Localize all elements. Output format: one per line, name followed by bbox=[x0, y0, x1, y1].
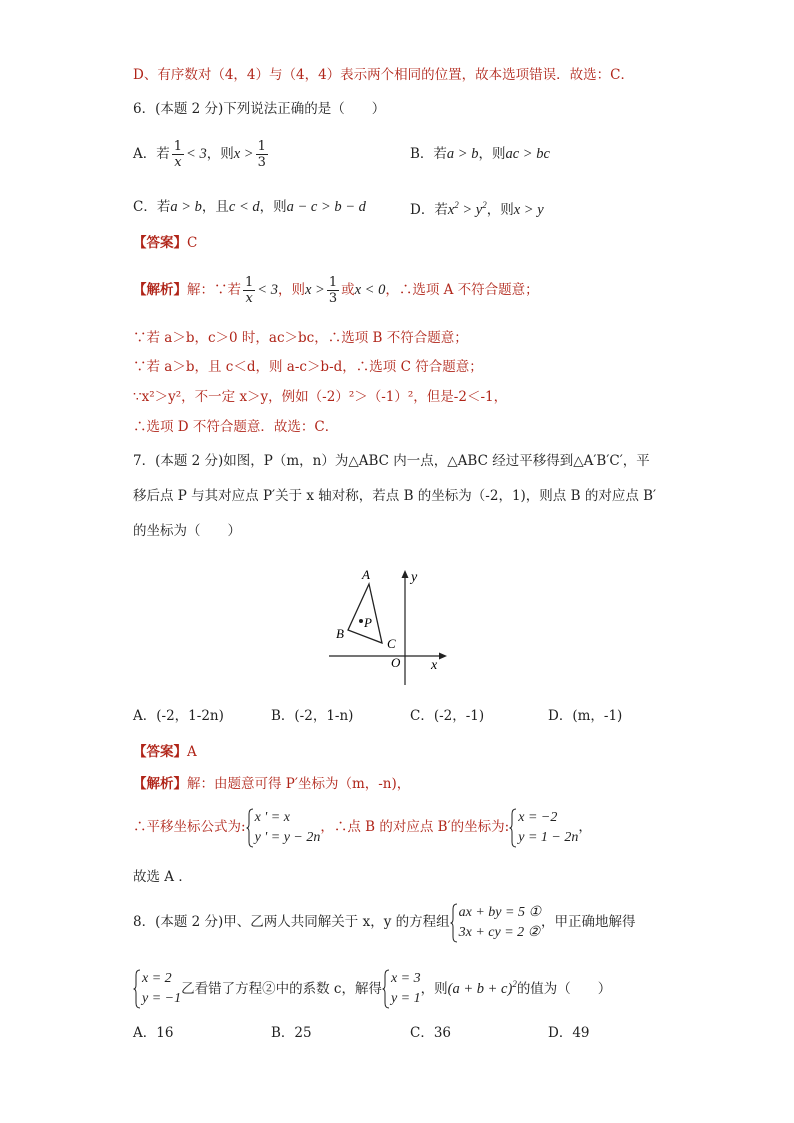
system-row: x = −2 bbox=[518, 809, 558, 825]
q8-stem-line-1 bbox=[133, 902, 636, 943]
brace-icon bbox=[246, 808, 254, 848]
q6-option-c[interactable]: C．若a > b，且c < d，则a − c > b − d bbox=[133, 199, 366, 215]
y-axis-arrow-icon bbox=[402, 570, 409, 578]
equation-2: 3x + cy = 2 ② bbox=[458, 924, 541, 940]
q7-option-d[interactable]: D．(m，-1) bbox=[548, 708, 623, 724]
fraction-1-over-x: $\frac{1}{x}$ bbox=[173, 139, 183, 170]
q6-option-d[interactable]: D．若$x^2 > y^2$，则x > y bbox=[410, 200, 544, 218]
q5-option-d-explanation: D、有序数对（4，4）与（4，4）表示两个相同的位置，故本选项错误．故选：C． bbox=[133, 67, 635, 83]
analysis-tag: 【解析】 bbox=[133, 282, 187, 298]
q6-option-c-then: ，则 bbox=[259, 199, 287, 215]
b-prime-coordinate-system bbox=[509, 808, 578, 848]
q7-stem-line-1: 7．(本题 2 分)如图，P（m，n）为△ABC 内一点，△ABC 经过平移得到△A′B′C′，平 bbox=[133, 453, 650, 469]
q6-option-a[interactable]: A．若 $\frac{1}{x}$ < 3，则x > $\frac{1}{3}$ bbox=[133, 139, 266, 170]
q7-stem-line-3: 的坐标为（ ） bbox=[133, 523, 241, 539]
label-c: C bbox=[387, 636, 396, 651]
x-axis-arrow-icon bbox=[439, 653, 447, 660]
q6-option-b[interactable]: B．若a > b，则ac > bc bbox=[410, 146, 550, 162]
brace-icon bbox=[382, 969, 390, 1009]
answer-tag: 【答案】 bbox=[133, 235, 187, 251]
fraction-1-over-3: $\frac{1}{3}$ bbox=[328, 275, 338, 306]
q6-option-b-then: ，则 bbox=[478, 146, 506, 162]
q8-stem-tail-b: 的值为（ ） bbox=[516, 980, 612, 997]
q7-answer-value: A bbox=[187, 744, 197, 760]
q6-analysis-line-3: ∵若 a＞b，且 c＜d，则 a-c＞b-d，∴选项 C 符合题意； bbox=[133, 359, 483, 375]
label-origin: O bbox=[391, 655, 401, 670]
solution-row: x = 2 bbox=[142, 971, 172, 987]
q8-solution-yi bbox=[382, 969, 421, 1009]
q6-analysis-line-4: ∵x²＞y²，不一定 x＞y，例如（-2）²＞（-1）²，但是-2＜-1， bbox=[133, 389, 508, 405]
label-p: P bbox=[364, 615, 372, 630]
system-row: x ' = x bbox=[254, 809, 290, 825]
q7-analysis-line-3: 故选 A ． bbox=[133, 869, 192, 885]
q6-answer bbox=[133, 234, 197, 252]
brace-icon bbox=[133, 969, 141, 1009]
q6-analysis-1b: ，则 bbox=[277, 282, 305, 298]
q6-stem: 6．(本题 2 分)下列说法正确的是（ ） bbox=[133, 101, 386, 117]
label-a: A bbox=[362, 567, 370, 582]
q8-stem-mid: 乙看错了方程②中的系数 c，解得 bbox=[181, 980, 382, 997]
q6-option-a-then: ，则 bbox=[206, 146, 234, 162]
q7-analysis-line-2: ∴平移坐标公式为: x ' = x y ' = y − 2n ，∴点 B 的对应点 B′的坐标为: x = −2 y = 1 − 2n ， bbox=[133, 807, 592, 848]
translation-formula-system bbox=[246, 808, 321, 848]
answer-tag: 【答案】 bbox=[133, 744, 187, 760]
expression-a-b-c-squared: $(a + b + c)^2$ bbox=[447, 979, 517, 997]
label-x-axis: x bbox=[431, 658, 438, 673]
q6-option-d-label: D．若 bbox=[410, 201, 448, 218]
q8-stem-a: 8．(本题 2 分)甲、乙两人共同解关于 x，y 的方程组 bbox=[133, 914, 450, 930]
solution-row: y = 1 bbox=[390, 991, 421, 1007]
q8-option-b[interactable]: B．25 bbox=[271, 1025, 312, 1041]
q8-stem-b: ，甲正确地解得 bbox=[541, 914, 636, 930]
q8-stem-tail-a: ，则 bbox=[420, 980, 448, 997]
q8-equation-system bbox=[450, 903, 541, 943]
solution-row: x = 3 bbox=[390, 971, 421, 987]
q7-stem-line-2: 移后点 P 与其对应点 P′关于 x 轴对称，若点 B 的坐标为（-2，1)，则点 B 的对应点 B′ bbox=[133, 488, 657, 504]
q8-option-d[interactable]: D．49 bbox=[548, 1025, 590, 1041]
point-p bbox=[359, 619, 363, 623]
q7-answer bbox=[133, 743, 197, 761]
q7-analysis-2b: ，∴点 B 的对应点 B′的坐标为: bbox=[320, 819, 510, 835]
triangle-abc bbox=[348, 584, 382, 643]
q8-solution-jia bbox=[133, 969, 181, 1009]
label-y-axis: y bbox=[411, 570, 418, 585]
solution-row: y = −1 bbox=[142, 991, 182, 1007]
q7-option-c[interactable]: C．(-2，-1) bbox=[410, 708, 485, 724]
q6-analysis-line-5: ∴选项 D 不符合题意．故选：C． bbox=[133, 419, 339, 435]
q6-analysis-1d: ，∴选项 A 不符合题意； bbox=[385, 282, 539, 298]
brace-icon bbox=[509, 808, 517, 848]
analysis-tag: 【解析】 bbox=[133, 776, 187, 792]
fraction-1-over-3: $\frac{1}{3}$ bbox=[257, 139, 266, 170]
q7-option-a[interactable]: A．(-2，1-2n) bbox=[133, 708, 224, 724]
q6-analysis-line-1: 【解析】解：∵若 $\frac{1}{x}$ < 3，则x > $\frac{1}{3}$ 或x < 0，∴选项 A 不符合题意； bbox=[133, 275, 539, 306]
q8-stem-line-2 bbox=[133, 964, 611, 1009]
q7-analysis-1: 解：由题意可得 P′坐标为（m，-n)， bbox=[187, 776, 411, 792]
q6-option-c-and: ，且 bbox=[201, 199, 229, 215]
q6-analysis-1c: 或 bbox=[341, 282, 355, 298]
equation-1: ax + by = 5 ① bbox=[458, 904, 541, 920]
fraction-1-over-x: $\frac{1}{x}$ bbox=[245, 275, 254, 306]
q6-option-b-label: B．若 bbox=[410, 146, 447, 162]
brace-icon bbox=[450, 903, 458, 943]
q8-option-c[interactable]: C．36 bbox=[410, 1025, 452, 1041]
q6-option-c-label: C．若 bbox=[133, 199, 171, 215]
system-row: y = 1 − 2n bbox=[518, 829, 579, 845]
q6-analysis-1a: 解：∵若 bbox=[187, 282, 241, 298]
q6-answer-value: C bbox=[187, 235, 198, 251]
q7-option-b[interactable]: B．(-2，1-n) bbox=[271, 708, 354, 724]
label-b: B bbox=[336, 626, 344, 641]
q7-analysis-line-1 bbox=[133, 775, 410, 793]
q7-analysis-2a: ∴平移坐标公式为: bbox=[133, 819, 246, 835]
q6-option-a-label: A．若 bbox=[133, 146, 170, 162]
q6-analysis-line-2: ∵若 a＞b，c＞0 时，ac＞bc，∴选项 B 不符合题意； bbox=[133, 330, 468, 346]
q7-figure-coordinate-triangle bbox=[325, 563, 455, 688]
system-row: y ' = y − 2n bbox=[254, 829, 321, 845]
q8-option-a[interactable]: A．16 bbox=[133, 1025, 174, 1041]
q6-option-d-then: ，则 bbox=[486, 201, 514, 218]
